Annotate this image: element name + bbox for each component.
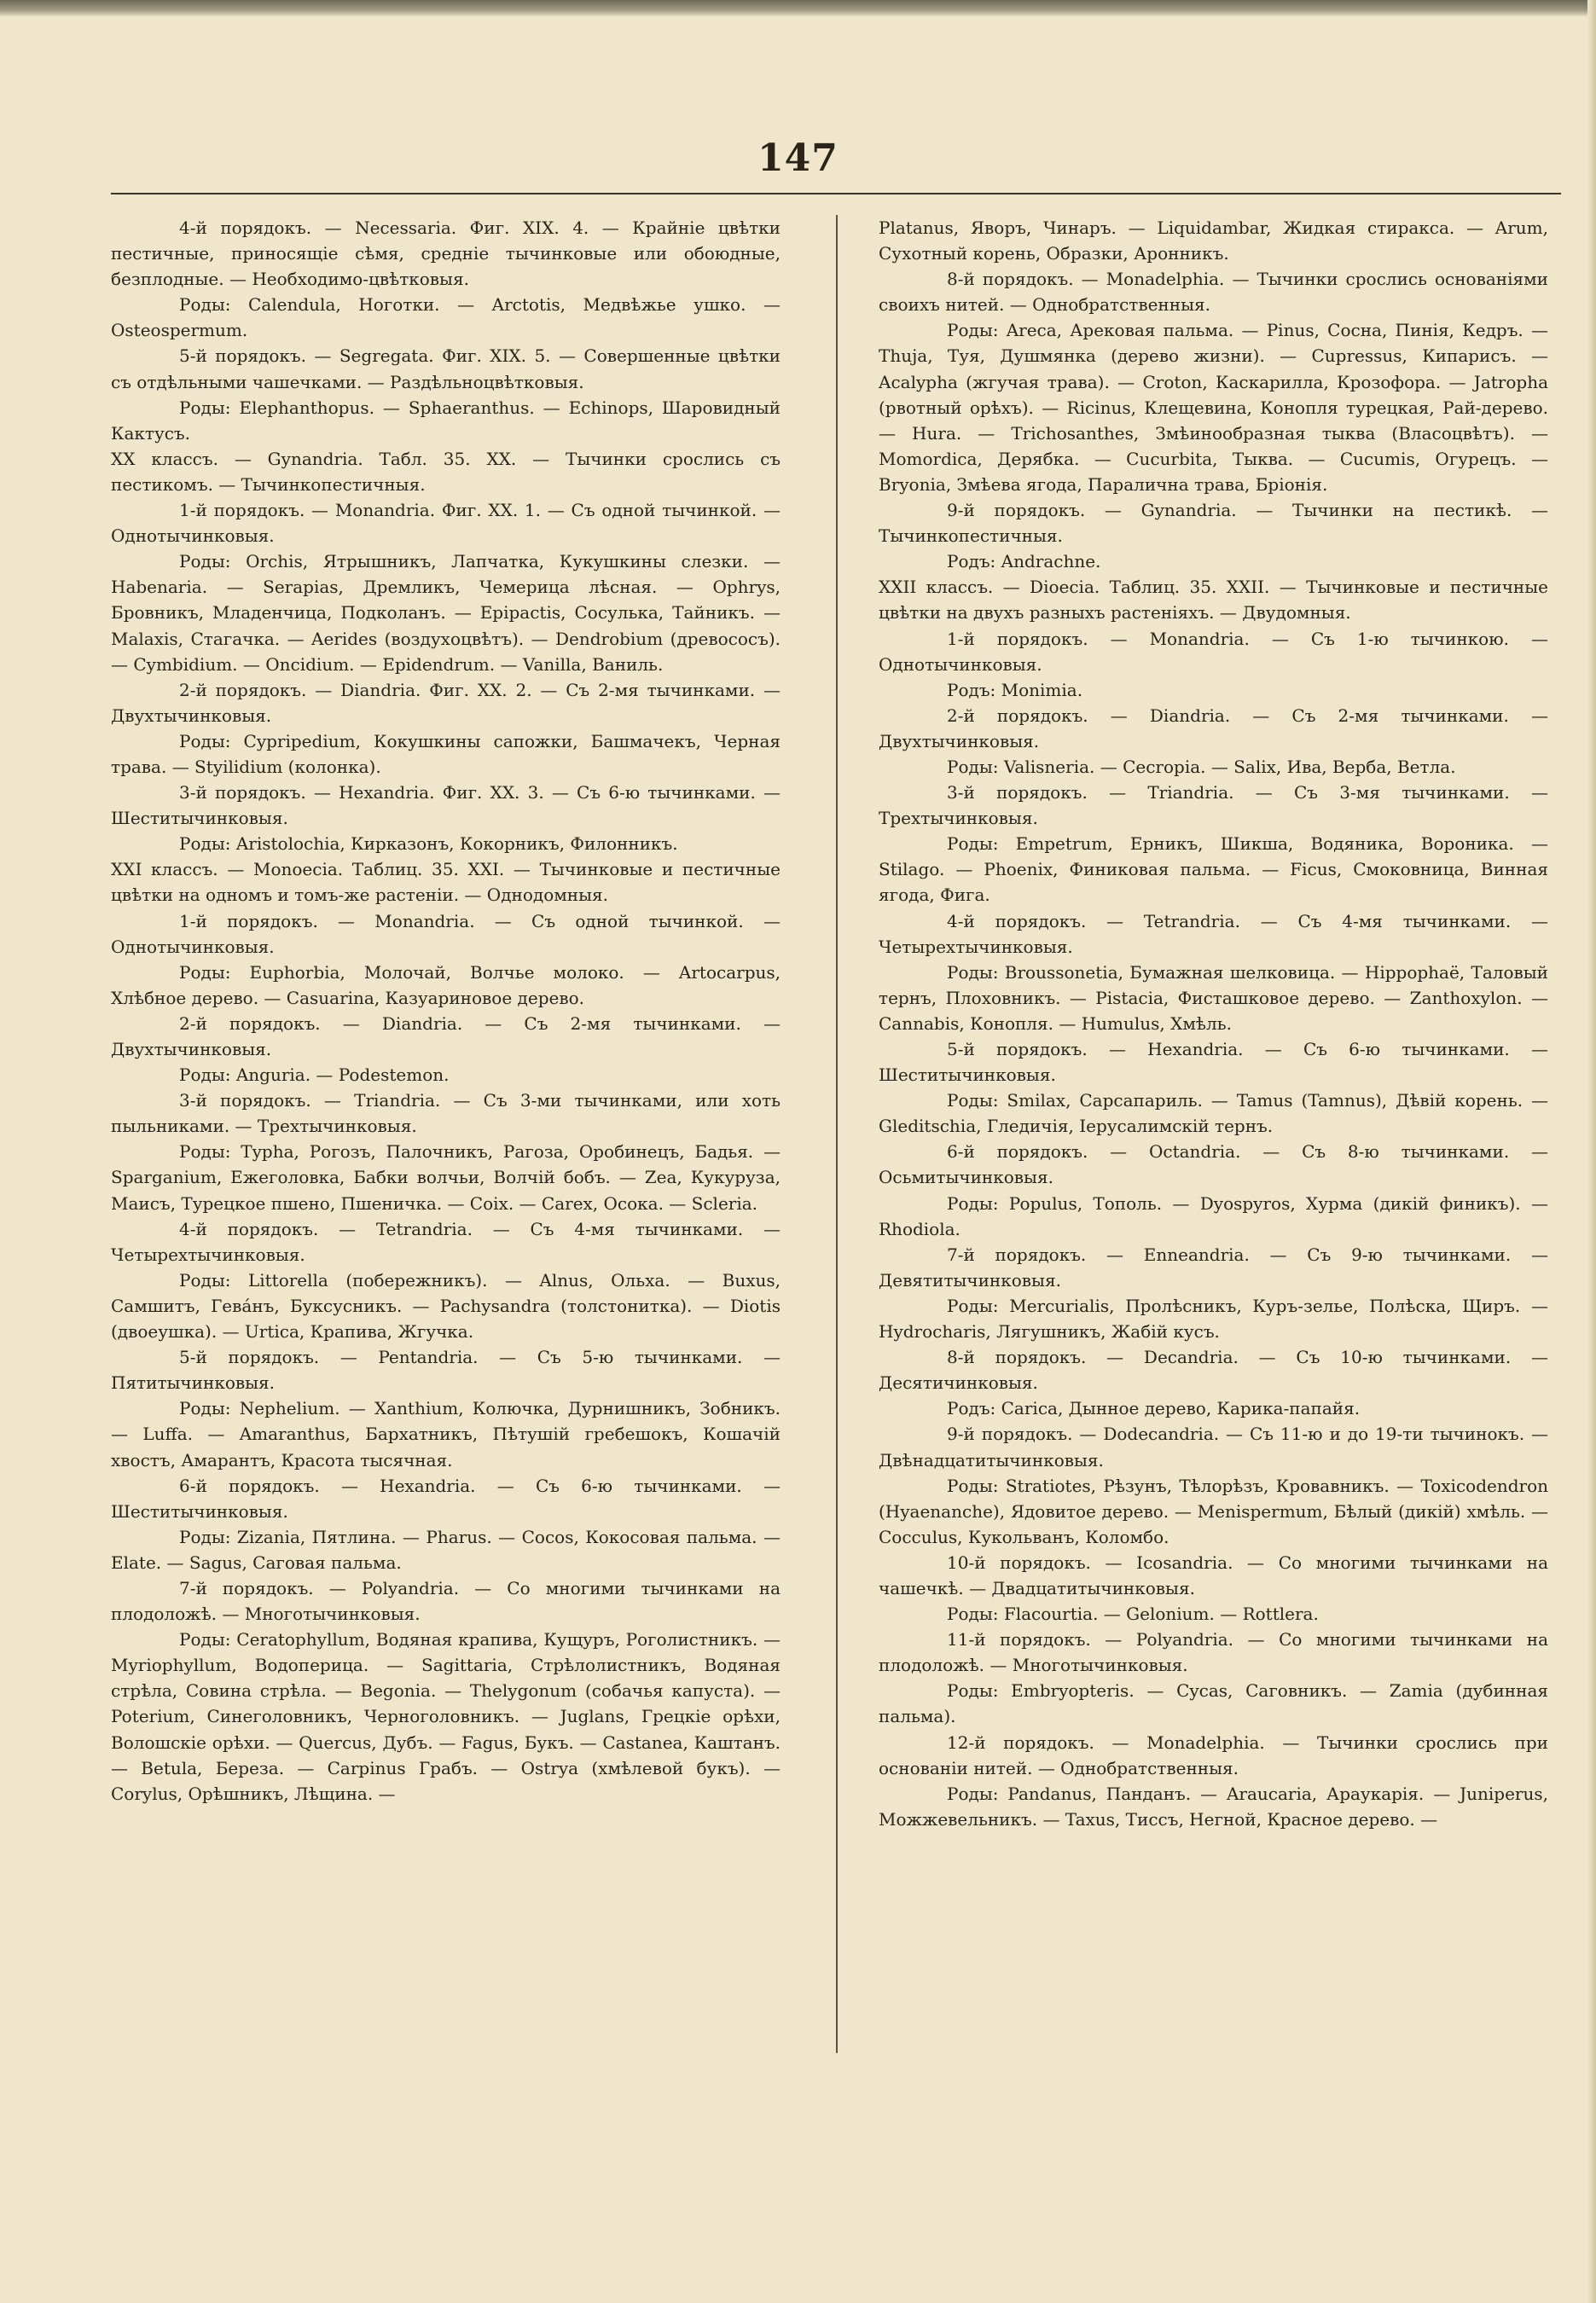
paragraph: 6-й порядокъ. — Hexandria. — Съ 6-ю тычинками. — Шеститычинковыя. xyxy=(111,1475,781,1522)
paragraph: 3-й порядокъ. — Triandria. — Съ 3-ми тычинками, или хоть пыльниками. — Трехтычинковыя. xyxy=(111,1090,781,1137)
paragraph: 2-й порядокъ. — Diandria. — Съ 2-мя тычинками. — Двухтычинковыя. xyxy=(111,1012,781,1059)
paragraph: Роды: Populus, Тополь. — Dyospyros, Хурма (дикій финикъ). — Rhodiola. xyxy=(879,1192,1548,1239)
paragraph: Родъ: Andrachne. xyxy=(947,551,1101,572)
paragraph: Роды: Orchis, Ятрышникъ, Лапчатка, Кукушкины слезки. — Habenaria. — Serapias, Дремликъ, Чемерица лѣсная. — Ophrys, Бровникъ, Младенчица, Подколанъ. — Epipactis, Сосулька, Тайникъ. — Malaxis, Стагачка. — Aerides (воздухоцвѣтъ). — Dendrobium (древососъ). — Cymbidium. — Oncidium. — Epidendrum. — Vanilla, Ваниль. xyxy=(111,551,781,675)
paragraph: 5-й порядокъ. — Pentandria. — Съ 5-ю тычинками. — Пятитычинковыя. xyxy=(111,1347,781,1394)
paragraph: 4-й порядокъ. — Necessaria. Фиг. XIX. 4. — Крайніе цвѣтки пестичные, приносящіе сѣмя, средніе тычинковые или обоюдные, безплодные. — Необходимо-цвѣтковыя. xyxy=(111,218,781,290)
paragraph: 5-й порядокъ. — Segregata. Фиг. XIX. 5. — Совершенные цвѣтки съ отдѣльными чашечками. — Раздѣльноцвѣтковыя. xyxy=(111,345,781,392)
paragraph: 12-й порядокъ. — Monadelphia. — Тычинки срослись при основаніи нитей. — Однобратственныя. xyxy=(879,1732,1548,1778)
paragraph: Роды: Areca, Арековая пальма. — Pinus, Сосна, Пинія, Кедръ. — Thuja, Туя, Душмянка (дерево жизни). — Cupressus, Кипарисъ. — Acalypha (жгучая трава). — Croton, Каскарилла, Крозофора. — Jatropha (рвотный орѣхъ). — Ricinus, Клещевина, Конопля турецкая, Рай-дерево. — Hura. — Trichosanthes, Змѣинообразная тыква (Власоцвѣтъ). — Momordica, Дерябка. — Cucurbita, Тыква. — Cucumis, Огурецъ. — Bryonia, Змѣева ягода, Паралична трава, Бріонія. xyxy=(879,320,1548,495)
paragraph: 2-й порядокъ. — Diandria. — Съ 2-мя тычинками. — Двухтычинковыя. xyxy=(879,705,1548,751)
left-column xyxy=(111,215,781,1807)
paragraph: 10-й порядокъ. — Icosandria. — Со многими тычинками на чашечкѣ. — Двадцатитычинковыя. xyxy=(879,1552,1548,1598)
class-heading: XX классъ. — Gynandria. Табл. 35. XX. — Тычинки срослись съ пестикомъ. — Тычинкопестичныя. xyxy=(111,448,781,495)
paragraph: Роды: Valisneria. — Cecropia. — Salix, Ива, Верба, Ветла. xyxy=(947,756,1456,777)
paragraph: 9-й порядокъ. — Gynandria. — Тычинки на пестикѣ. — Тычинкопестичныя. xyxy=(879,500,1548,547)
paragraph: Роды: Calendula, Ноготки. — Arctotis, Медвѣжье ушко. — Osteospermum. xyxy=(111,294,781,341)
paragraph: Роды: Embryopteris. — Cycas, Саговникъ. — Zamia (дубинная пальма). xyxy=(879,1680,1548,1727)
paragraph: Роды: Elephanthopus. — Sphaeranthus. — Echinops, Шаровидный Кактусъ. xyxy=(111,397,781,444)
paragraph: 3-й порядокъ. — Hexandria. Фиг. XX. 3. — Съ 6-ю тычинками. — Шеститычинковыя. xyxy=(111,782,781,829)
paragraph-continued: Platanus, Яворъ, Чинаръ. — Liquidambar, Жидкая стиракса. — Arum, Сухотный корень, Образки, Аронникъ. xyxy=(879,218,1548,264)
paragraph: Роды: Mercurialis, Пролѣсникъ, Куръ-зелье, Полѣска, Щиръ. — Hydrocharis, Лягушникъ, Жабій кусъ. xyxy=(879,1295,1548,1343)
class-heading: XXI классъ. — Monoecia. Таблиц. 35. XXI. — Тычинковые и пестичные цвѣтки на одномъ и томъ-же растеніи. — Однодомныя. xyxy=(111,859,781,906)
paragraph: Родъ: Monimia. xyxy=(947,679,1083,700)
column-divider xyxy=(836,215,838,2053)
paragraph: Роды: Typha, Рогозъ, Палочникъ, Рагоза, Оробинецъ, Бадья. — Sparganium, Ежеголовка, Бабки волчьи, Волчій бобъ. — Zea, Кукуруза, Маисъ, Турецкое пшено, Пшеничка. — Coix. — Carex, Осока. — Scleria. xyxy=(111,1141,781,1214)
paragraph: 8-й порядокъ. — Monadelphia. — Тычинки срослись основаніями своихъ нитей. — Однобратственныя. xyxy=(879,269,1548,316)
paragraph: Роды: Stratiotes, Рѣзунъ, Тѣлорѣзъ, Кровавникъ. — Toxicodendron (Hyaenanche), Ядовитое дерево. — Menispermum, Бѣлый (дикій) хмѣль. — Cocculus, Кукольванъ, Коломбо. xyxy=(879,1475,1548,1547)
header-rule xyxy=(111,193,1561,194)
paragraph: Роды: Littorella (побережникъ). — Alnus, Ольха. — Buxus, Самшитъ, Гевáнъ, Буксусникъ. — Pachysandra (толстонитка). — Diotis (двоеушка). — Urtica, Крапива, Жгучка. xyxy=(111,1269,781,1343)
scan-right-edge xyxy=(1587,0,1596,2303)
paragraph: Роды: Broussonetia, Бумажная шелковица. — Hippophaё, Таловый тернъ, Плоховникъ. — Pistacia, Фисташковое дерево. — Zanthoxylon. — Cannabis, Конопля. — Humulus, Хмѣль. xyxy=(879,961,1548,1034)
right-column xyxy=(879,215,1548,1832)
paragraph: Роды: Smilax, Сарсапариль. — Tamus (Tamnus), Дѣвій корень. — Gleditschia, Гледичія, Іерусалимскій тернъ. xyxy=(879,1090,1548,1137)
paragraph: Роды: Flacourtia. — Gelonium. — Rottlera. xyxy=(947,1604,1319,1625)
scan-top-edge xyxy=(0,0,1596,17)
class-heading: XXII классъ. — Dioecia. Таблиц. 35. XXII. — Тычинковые и пестичные цвѣтки на двухъ разныхъ растеніяхъ. — Двудомныя. xyxy=(879,577,1548,624)
paragraph: Роды: Ceratophyllum, Водяная крапива, Кущуръ, Роголистникъ. — Myriophyllum, Водоперица. — Sagittaria, Стрѣлолистникъ, Водяная стрѣла, Совина стрѣла. — Begonia. — Thelygonum (собачья капуста). — Poterium, Синеголовникъ, Черноголовникъ. — Juglans, Грецкіе орѣхи, Волошскіе орѣхи. — Quercus, Дубъ. — Fagus, Букъ. — Castanea, Каштанъ. — Betula, Береза. — Carpinus Грабъ. — Ostrya (хмѣлевой букъ). — Corylus, Орѣшникъ, Лѣщина. — xyxy=(111,1629,781,1804)
paragraph: Роды: Zizania, Пятлина. — Pharus. — Cocos, Кокосовая пальма. — Elate. — Sagus, Саговая пальма. xyxy=(111,1526,781,1573)
paragraph: 5-й порядокъ. — Hexandria. — Съ 6-ю тычинками. — Шеститычинковыя. xyxy=(879,1039,1548,1086)
paragraph: 7-й порядокъ. — Polyandria. — Со многими тычинками на плодоложѣ. — Многотычинковыя. xyxy=(111,1577,781,1625)
paragraph: 4-й порядокъ. — Tetrandria. — Съ 4-мя тычинками. — Четырехтычинковыя. xyxy=(879,910,1548,957)
paragraph: Роды: Cypripedium, Кокушкины сапожки, Башмачекъ, Черная трава. — Styilidium (колонка). xyxy=(111,730,781,777)
paragraph: Родъ: Carica, Дынное дерево, Карика-папайя. xyxy=(947,1398,1361,1419)
paragraph: Роды: Pandanus, Панданъ. — Araucaria, Араукарія. — Juniperus, Можжевельникъ. — Taxus, Тиссъ, Негной, Красное дерево. — xyxy=(879,1783,1548,1830)
paragraph: Роды: Euphorbia, Молочай, Волчье молоко. — Artocarpus, Хлѣбное дерево. — Casuarina, Казуариновое дерево. xyxy=(111,961,781,1008)
paragraph: Роды: Empetrum, Ерникъ, Шикша, Водяника, Вороника. — Stilago. — Phoenix, Финиковая пальма. — Ficus, Смоковница, Винная ягода, Фига. xyxy=(879,833,1548,906)
paragraph: 11-й порядокъ. — Polyandria. — Со многими тычинками на плодоложѣ. — Многотычинковыя. xyxy=(879,1629,1548,1676)
paragraph: 6-й порядокъ. — Octandria. — Съ 8-ю тычинками. — Осьмитычинковыя. xyxy=(879,1141,1548,1188)
paragraph: 1-й порядокъ. — Monandria. — Съ 1-ю тычинкою. — Однотычинковыя. xyxy=(879,628,1548,675)
paragraph: 3-й порядокъ. — Triandria. — Съ 3-мя тычинками. — Трехтычинковыя. xyxy=(879,782,1548,829)
paragraph: 1-й порядокъ. — Monandria. — Съ одной тычинкой. — Однотычинковыя. xyxy=(111,910,781,957)
paragraph: 1-й порядокъ. — Monandria. Фиг. XX. 1. — Съ одной тычинкой. — Однотычинковыя. xyxy=(111,500,781,547)
paragraph: Роды: Aristolochia, Кирказонъ, Кокорникъ, Филонникъ. xyxy=(179,833,678,855)
paragraph: Роды: Anguria. — Podestemon. xyxy=(179,1064,450,1086)
page-number: 147 xyxy=(757,136,839,180)
paragraph: 4-й порядокъ. — Tetrandria. — Съ 4-мя тычинками. — Четырехтычинковыя. xyxy=(111,1218,781,1265)
paragraph: 8-й порядокъ. — Decandria. — Съ 10-ю тычинками. — Десятичинковыя. xyxy=(879,1347,1548,1394)
paragraph: 9-й порядокъ. — Dodecandria. — Съ 11-ю и до 19-ти тычинокъ. — Двѣнадцатитычинковыя. xyxy=(879,1424,1548,1471)
paragraph: Роды: Nephelium. — Xanthium, Колючка, Дурнишникъ, Зобникъ. — Luffa. — Amaranthus, Бархатникъ, Пѣтушій гребешокъ, Кошачій хвостъ, Амарантъ, Красота тысячная. xyxy=(111,1398,781,1471)
paragraph: 7-й порядокъ. — Enneandria. — Съ 9-ю тычинками. — Девятитычинковыя. xyxy=(879,1244,1548,1291)
paragraph: 2-й порядокъ. — Diandria. Фиг. XX. 2. — Съ 2-мя тычинками. — Двухтычинковыя. xyxy=(111,679,781,726)
